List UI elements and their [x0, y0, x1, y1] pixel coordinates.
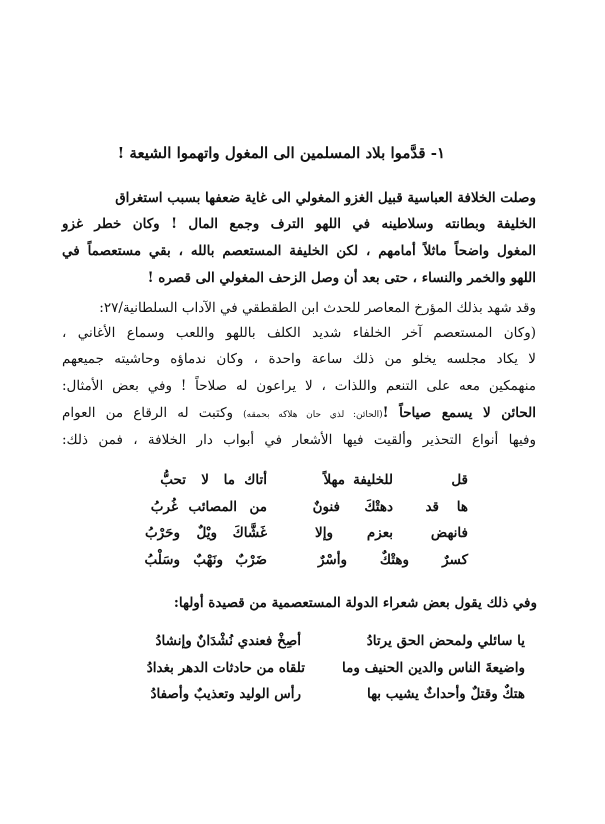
paragraph-1-line: وصلت الخلافة العباسية قبيل الغزو المغولي الى غاية ضعفها بسبب استغراق — [115, 190, 536, 206]
poem-1-word: المصائب — [188, 499, 237, 515]
paragraph-1-line: اللهو والخمر والنساء ، حتى بعد أن وصل الزحف المغولي الى قصره ! — [147, 270, 536, 286]
poem-2-hemistich: يا سائلي ولمحض الحق يرتادُ — [366, 633, 525, 649]
paragraph-2-line: وقد شهد بذلك المؤرخ المعاصر للحدث ابن الطقطقي في الآداب السلطانية/٢٧: — [99, 300, 536, 316]
poem-2-hemistich: واضيعةَ الناس والدين الحنيف وما — [342, 660, 525, 676]
poem-1-word: من — [249, 499, 267, 515]
poem-1-word: وحَرْبُ — [144, 525, 180, 541]
poem-1-word: كسرٌ — [442, 552, 468, 568]
poem-1-word: فانهض — [430, 525, 468, 541]
poem-1-word: قد — [425, 499, 439, 515]
poem-1-word: بعزم — [366, 525, 393, 541]
poem-1-word: غُربُ — [150, 499, 178, 515]
poem-1-word: لا — [201, 472, 209, 488]
poem-1-word: وأسْرٌ — [317, 552, 347, 568]
footnote-gloss: (الحائن: لذي حان هلاكه بحمقه) — [243, 410, 383, 420]
poem-1-word: ما — [223, 472, 235, 488]
poem-2-hemistich: هتكٌ وقتلٌ وأحداثٌ يشيب بها — [366, 686, 525, 702]
poem-1-word: دهتْكَ — [364, 499, 393, 515]
paragraph-2-line: منهمكين معه على التنعم واللذات ، لا يراعون له صلاحاً ! وفي بعض الأمثال: — [62, 378, 536, 394]
poem-1-word: أتاك — [244, 472, 267, 488]
poem-2-hemistich: تلقاه من حادثات الدهر بغدادُ — [146, 660, 305, 676]
poem-1-word: ها — [456, 499, 468, 515]
chapter-heading: ١- قدَّموا بلاد المسلمين الى المغول واتهموا الشيعة ! — [117, 144, 445, 162]
poem-2-hemistich: أصِخْ فعندي نُشْدَانٌ وإنشادُ — [155, 633, 301, 649]
poem-1-word: فنونٌ — [312, 499, 340, 515]
poem-2-intro: وفي ذلك يقول بعض شعراء الدولة المستعصمية من قصيدة أولها: — [173, 595, 537, 611]
poem-1-word: تحبُّ — [160, 472, 186, 488]
poem-1-word: وإلا — [315, 525, 333, 541]
paragraph-2-line — [62, 403, 536, 425]
poem-2-hemistich: رأس الوليد وتعذيبٌ وأصفادُ — [150, 686, 301, 702]
proverb: الحائن لا يسمع صياحاً ! — [382, 405, 536, 421]
poem-1-word: ضَرْبٌ — [235, 552, 267, 568]
paragraph-2-line: وفيها أنواع التحذير وألقيت فيها الأشعار في أبواب دار الخلافة ، فمن ذلك: — [62, 432, 536, 448]
paragraph-2-line: (وكان المستعصم آخر الخلفاء شديد الكلف باللهو واللعب وسماع الأغاني ، — [62, 325, 536, 341]
poem-1-word: وهتْكٌ — [379, 552, 409, 568]
poem-1-word: غَشَّاكَ — [232, 525, 267, 541]
poem-1-word: ونَهْبٌ — [193, 552, 223, 568]
poem-1-word: مهلاً — [323, 472, 345, 488]
paragraph-2-text: وكتبت له الرقاع من العوام — [62, 405, 244, 421]
poem-1-word: ويْلٌ — [196, 525, 217, 541]
paragraph-1-line: المغول واضحاً ماثلاً أمامهم ، لكن الخليفة المستعصم بالله ، بقي مستعصماً في — [62, 243, 536, 259]
paragraph-2-line: لا يكاد مجلسه يخلو من ذلك ساعة واحدة ، وكان ندماؤه وحاشيته جميعهم — [62, 351, 536, 367]
paragraph-1-line: الخليفة وبطانته وسلاطينه في اللهو الترف وجمع المال ! وكان خطر غزو — [62, 216, 536, 232]
poem-1-word: للخليفة — [353, 472, 393, 488]
poem-1-word: وسَلْبُ — [144, 552, 180, 568]
poem-1-word: قل — [451, 472, 468, 488]
